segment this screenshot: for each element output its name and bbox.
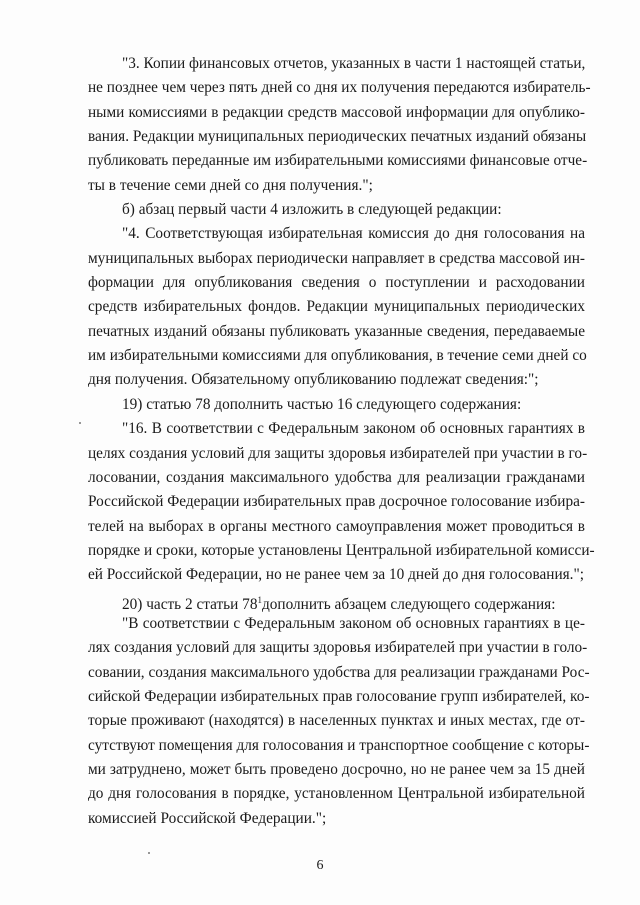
text-line: ми затруднено, может быть проведено досрочно, но не ранее чем за 15 дней xyxy=(88,760,585,778)
text-line: б) абзац первый части 4 изложить в следующей редакции: xyxy=(122,201,502,219)
text-line xyxy=(88,588,585,612)
text-line: целях создания условий для защиты здоровья избирателей при участии в го- xyxy=(88,444,588,462)
text-line: до дня голосования в порядке, установленном Центральной избирательной xyxy=(88,785,585,803)
text-line: "4. Соответствующая избирательная комиссия до дня голосования на xyxy=(122,225,585,243)
text-line: комиссией Российской Федерации."; xyxy=(88,809,327,827)
text-line: порядке и сроки, которые установлены Центральной избирательной комисси- xyxy=(88,541,595,559)
text-line: им избирательными комиссиями для опубликования, в течение семи дней со xyxy=(88,347,587,365)
text-line: "16. В соответствии с Федеральным законом об основных гарантиях в xyxy=(122,420,585,438)
text-line: ты в течение семи дней со дня получения."; xyxy=(88,176,373,194)
text-line: печатных изданий обязаны публиковать указанные сведения, передаваемые xyxy=(88,322,585,340)
text-line: публиковать переданные им избирательными комиссиями финансовые отче- xyxy=(88,152,588,170)
text-line: "3. Копии финансовых отчетов, указанных в части 1 настоящей статьи, xyxy=(122,55,586,72)
text-line: ей Российской Федерации, но не ранее чем за 10 дней до дня голосования."; xyxy=(88,566,584,584)
text-line: совании, создания максимального удобства для реализации гражданами Рос- xyxy=(88,663,590,681)
text-line: средств избирательных фондов. Редакции муниципальных периодических xyxy=(88,298,585,316)
text-line: лях создания условий для защиты здоровья избирателей при участии в голо- xyxy=(88,639,588,657)
text-line: Российской Федерации избирательных прав досрочное голосование избира- xyxy=(88,493,586,511)
page-number: 6 xyxy=(316,858,324,873)
scan-speck xyxy=(79,422,81,424)
text-line: 19) статью 78 дополнить частью 16 следующего содержания: xyxy=(122,395,522,413)
text-line: не позднее чем через пять дней со дня их получения передаются избиратель- xyxy=(88,79,591,97)
text-line: сутствуют помещения для голосования и транспортное сообщение с которы- xyxy=(88,736,590,754)
text-line: сийской Федерации избирательных прав голосование групп избирателей, ко- xyxy=(88,687,590,705)
text-line: дня получения. Обязательному опубликованию подлежат сведения:"; xyxy=(88,371,539,389)
superscript: 1 xyxy=(257,594,262,605)
document-body xyxy=(88,52,595,831)
text-line: ными комиссиями в редакции средств массовой информации для опублико- xyxy=(88,103,585,121)
text-line: формации для опубликования сведения о поступлении и расходовании xyxy=(88,274,585,292)
text-segment: дополнить абзацем следующего содержания: xyxy=(261,595,556,613)
text-line: лосовании, создания максимального удобства для реализации гражданами xyxy=(88,468,585,486)
text-segment: 20) часть 2 статьи 78 xyxy=(122,595,258,613)
text-line: муниципальных выборах периодически направляет в средства массовой ин- xyxy=(88,249,585,267)
text-line: телей на выборах в органы местного самоуправления может проводиться в xyxy=(88,517,585,535)
text-line: вания. Редакции муниципальных периодических печатных изданий обязаны xyxy=(88,128,587,146)
scan-speck xyxy=(148,852,150,854)
text-line: торые проживают (находятся) в населенных пунктах и иных местах, где от- xyxy=(88,712,585,730)
text-line: "В соответствии с Федеральным законом об основных гарантиях в це- xyxy=(122,614,585,632)
